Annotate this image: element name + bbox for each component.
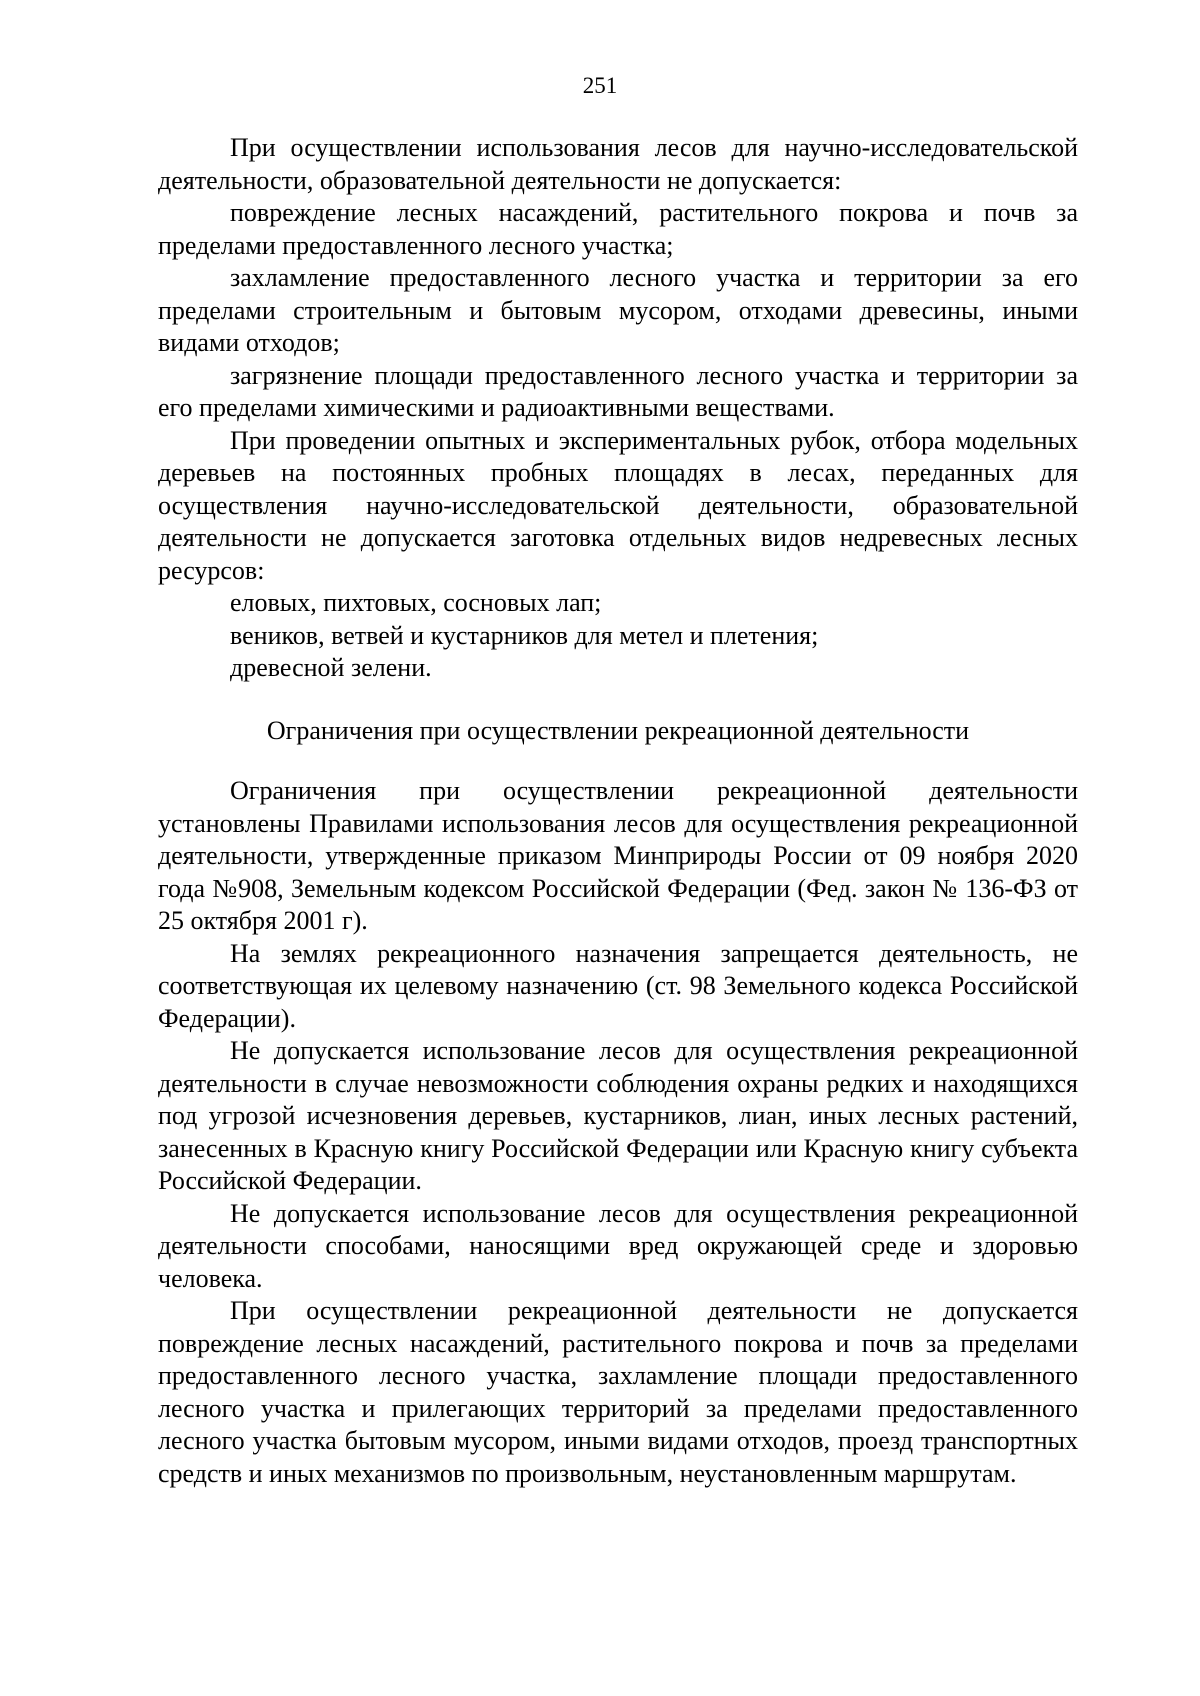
paragraph: Не допускается использование лесов для осуществления рекреационной деятельности способами, наносящими вред окружающей среде и здоровью человека. [158, 1198, 1078, 1293]
list-item: древесной зелени. [230, 653, 432, 682]
paragraph: При осуществлении использования лесов для научно-исследовательской деятельности, образовательной деятельности не допускается: [158, 133, 1078, 195]
paragraph: При проведении опытных и экспериментальных рубок, отбора модельных деревьев на постоянных пробных площадях в лесах, переданных для осуществления научно-исследовательской деятельности, образовательной деятельности не допускается заготовка отдельных видов недревесных лесных ресурсов: [158, 425, 1078, 585]
paragraph: Ограничения при осуществлении рекреационной деятельности установлены Правилами использования лесов для осуществления рекреационной деятельности, утвержденные приказом Минприроды России от 09 ноября 2020 года №908, Земельным кодексом Российской Федерации (Фед. закон № 136-ФЗ от 25 октября 2001 г). [158, 776, 1078, 935]
list-item: повреждение лесных насаждений, растительного покрова и почв за пределами предоставленного лесного участка; [158, 198, 1078, 260]
list-item: загрязнение площади предоставленного лесного участка и территории за его пределами химическими и радиоактивными веществами. [158, 360, 1078, 422]
list-item: захламление предоставленного лесного участка и территории за его пределами строительным и бытовым мусором, отходами древесины, иными видами отходов; [158, 263, 1078, 357]
list-item: веников, ветвей и кустарников для метел и плетения; [230, 620, 819, 650]
paragraph: На землях рекреационного назначения запрещается деятельность, не соответствующая их целевому назначению (ст. 98 Земельного кодекса Российской Федерации). [158, 938, 1078, 1033]
page-body [158, 132, 1078, 1490]
paragraph: Не допускается использование лесов для осуществления рекреационной деятельности в случае невозможности соблюдения охраны редких и находящихся под угрозой исчезновения деревьев, кустарников, лиан, иных лесных растений, занесенных в Красную книгу Российской Федерации или Красную книгу субъекта Российской Федерации. [158, 1036, 1078, 1195]
paragraph: При осуществлении рекреационной деятельности не допускается повреждение лесных насаждений, растительного покрова и почв за пределами предоставленного лесного участка, захламление площади предоставленного лесного участка и прилегающих территорий за пределами предоставленного лесного участка бытовым мусором, иными видами отходов, проезд транспортных средств и иных механизмов по произвольным, неустановленным маршрутам. [158, 1296, 1078, 1488]
page-number: 251 [582, 73, 618, 98]
section-heading: Ограничения при осуществлении рекреационной деятельности [266, 715, 970, 745]
list-item: еловых, пихтовых, сосновых лап; [230, 588, 602, 617]
